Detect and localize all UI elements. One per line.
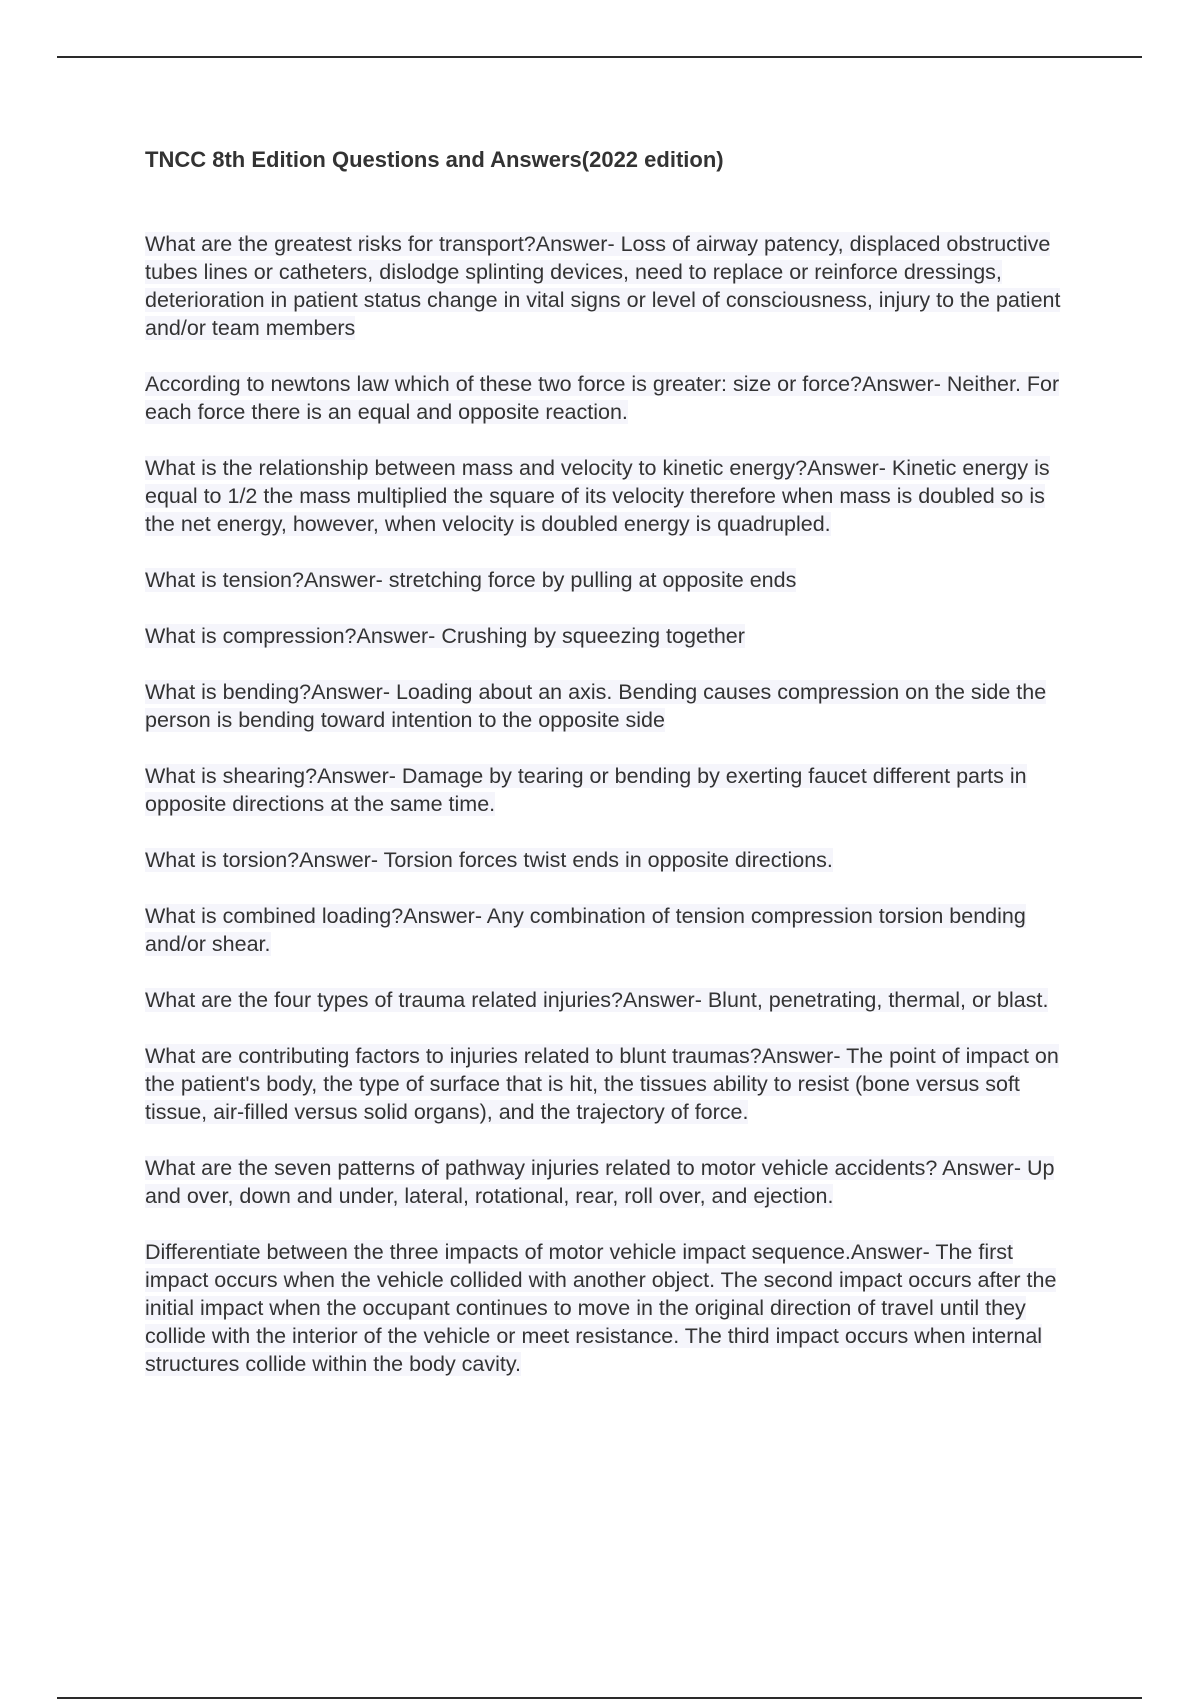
qa-item xyxy=(145,622,1075,650)
qa-item xyxy=(145,678,1075,734)
qa-item xyxy=(145,1042,1075,1126)
document-title: TNCC 8th Edition Questions and Answers(2022 edition) xyxy=(145,147,724,172)
qa-text: What is bending?Answer- Loading about an axis. Bending causes compression on the side the person is bending toward intention to the opposite side xyxy=(145,680,1047,732)
qa-text: What are the four types of trauma related injuries?Answer- Blunt, penetrating, thermal, or blast. xyxy=(145,988,1049,1012)
bottom-divider xyxy=(57,1697,1142,1699)
qa-item xyxy=(145,454,1075,538)
qa-text: What is shearing?Answer- Damage by tearing or bending by exerting faucet different parts in opposite directions at the same time. xyxy=(145,764,1027,816)
qa-item xyxy=(145,370,1075,426)
qa-item xyxy=(145,846,1075,874)
qa-text: Differentiate between the three impacts of motor vehicle impact sequence.Answer- The first impact occurs when the vehicle collided with another object. The second impact occurs after the initial impact when the occupant continues to move in the original direction of travel until they collide with the interior of the vehicle or meet resistance. The third impact occurs when internal structures collide within the body cavity. xyxy=(145,1240,1057,1376)
qa-text: What are contributing factors to injuries related to blunt traumas?Answer- The point of impact on the patient's body, the type of surface that is hit, the tissues ability to resist (bone versus soft tissue, air-filled versus solid organs), and the trajectory of force. xyxy=(145,1044,1059,1124)
qa-item xyxy=(145,1154,1075,1210)
qa-item xyxy=(145,230,1075,342)
qa-text: What is the relationship between mass and velocity to kinetic energy?Answer- Kinetic energy is equal to 1/2 the mass multiplied the square of its velocity therefore when mass is doubled so is the net energy, however, when velocity is doubled energy is quadrupled. xyxy=(145,456,1050,536)
document-body xyxy=(145,140,1075,1406)
qa-text: What is compression?Answer- Crushing by squeezing together xyxy=(145,624,745,648)
qa-item xyxy=(145,902,1075,958)
qa-text: What is combined loading?Answer- Any combination of tension compression torsion bending and/or shear. xyxy=(145,904,1026,956)
qa-item xyxy=(145,986,1075,1014)
qa-item xyxy=(145,1238,1075,1378)
qa-text: According to newtons law which of these two force is greater: size or force?Answer- Neither. For each force there is an equal and opposite reaction. xyxy=(145,372,1060,424)
qa-item xyxy=(145,762,1075,818)
qa-text: What are the seven patterns of pathway injuries related to motor vehicle accidents? Answer- Up and over, down and under, lateral, rotational, rear, roll over, and ejection. xyxy=(145,1156,1055,1208)
qa-item xyxy=(145,566,1075,594)
qa-text: What is torsion?Answer- Torsion forces twist ends in opposite directions. xyxy=(145,848,833,872)
qa-text: What is tension?Answer- stretching force by pulling at opposite ends xyxy=(145,568,797,592)
qa-text: What are the greatest risks for transport?Answer- Loss of airway patency, displaced obstructive tubes lines or catheters, dislodge splinting devices, need to replace or reinforce dressings, deterioration in patient status change in vital signs or level of consciousness, injury to the patient and/or team members xyxy=(145,232,1061,340)
top-divider xyxy=(57,56,1142,58)
